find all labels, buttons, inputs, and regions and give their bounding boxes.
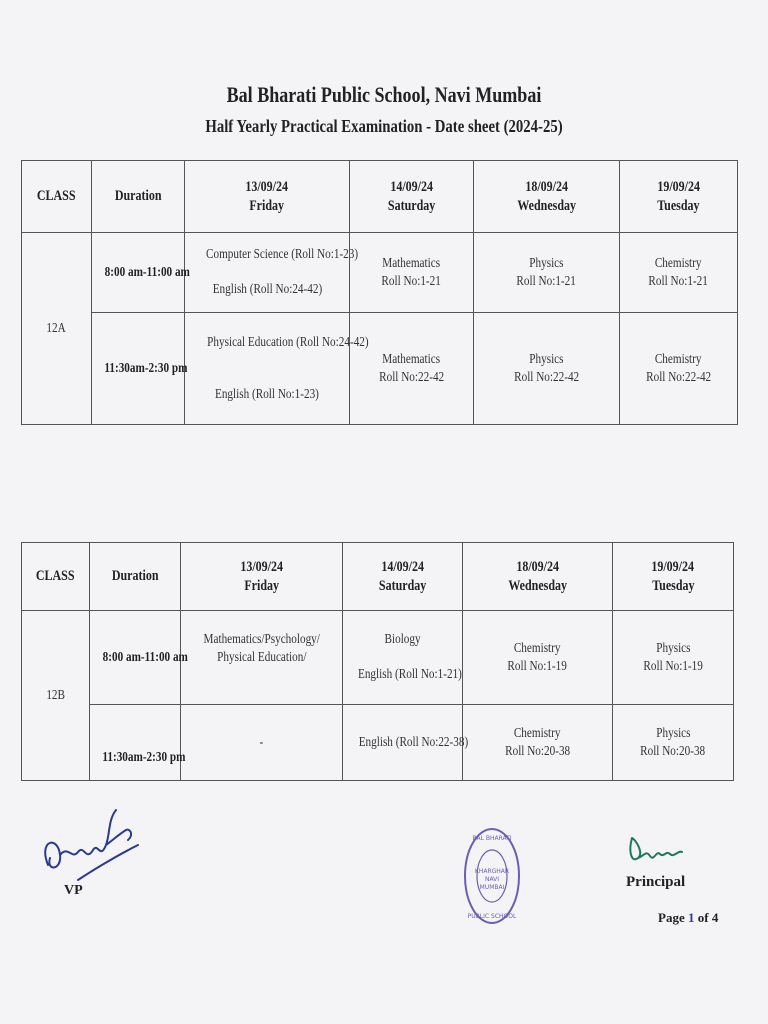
duration-cell: 11:30am-2:30 pm [90, 705, 181, 781]
date-header: 18/09/24 Wednesday [474, 161, 620, 233]
date-header: 19/09/24 Tuesday [613, 543, 734, 611]
date-header: 13/09/24 Friday [185, 161, 350, 233]
duration-header: Duration [92, 161, 185, 233]
date-header: 18/09/24 Wednesday [463, 543, 613, 611]
subject-cell: Physics Roll No:20-38 [613, 705, 734, 781]
exam-title: Half Yearly Practical Examination - Date sheet (2024-25) [205, 116, 563, 136]
class-header: CLASS [22, 161, 92, 233]
duration-cell: 8:00 am-11:00 am [92, 233, 185, 313]
table-row [22, 611, 734, 705]
datesheet-table-12a [21, 160, 738, 425]
vp-signature [38, 800, 148, 890]
date-header: 14/09/24 Saturday [350, 161, 474, 233]
subject-cell: Chemistry Roll No:22-42 [620, 313, 738, 425]
table-row [22, 233, 738, 313]
subject-cell: - [181, 705, 343, 781]
table-row [22, 705, 734, 781]
table-row [22, 313, 738, 425]
school-stamp-seal [462, 826, 522, 926]
school-title: Bal Bharati Public School, Navi Mumbai [226, 82, 542, 107]
class-header: CLASS [22, 543, 90, 611]
class-cell: 12B [22, 611, 90, 781]
subject-cell: Physics Roll No:22-42 [474, 313, 620, 425]
subject-cell: English (Roll No:22-38) [343, 705, 463, 781]
table-header-row [22, 543, 734, 611]
class-cell: 12A [22, 233, 92, 425]
date-header: 14/09/24 Saturday [343, 543, 463, 611]
date-header: 13/09/24 Friday [181, 543, 343, 611]
svg-text:MUMBAI: MUMBAI [479, 884, 505, 891]
vp-label: VP [64, 883, 83, 898]
subject-cell: Chemistry Roll No:1-19 [463, 611, 613, 705]
svg-text:BAL BHARATI: BAL BHARATI [472, 835, 512, 842]
principal-signature [624, 828, 684, 868]
page-number: Page 1 of 4 [658, 910, 719, 925]
subject-cell: Physical Education (Roll No:24-42) English (Roll No:1-23) [185, 313, 350, 425]
duration-header: Duration [90, 543, 181, 611]
date-header: 19/09/24 Tuesday [620, 161, 738, 233]
subject-cell: Physics Roll No:1-19 [613, 611, 734, 705]
subject-cell: Physics Roll No:1-21 [474, 233, 620, 313]
subject-cell: Chemistry Roll No:1-21 [620, 233, 738, 313]
subject-cell: Chemistry Roll No:20-38 [463, 705, 613, 781]
principal-label: Principal [626, 874, 686, 890]
svg-text:KHARGHAR: KHARGHAR [474, 868, 510, 875]
svg-text:PUBLIC SCHOOL: PUBLIC SCHOOL [467, 913, 517, 920]
datesheet-table-12b [21, 542, 734, 781]
subject-cell: Computer Science (Roll No:1-23) English (Roll No:24-42) [185, 233, 350, 313]
subject-cell: Mathematics/Psychology/ Physical Education/ [181, 611, 343, 705]
table-header-row [22, 161, 738, 233]
subject-cell: Mathematics Roll No:22-42 [350, 313, 474, 425]
subject-cell: Mathematics Roll No:1-21 [350, 233, 474, 313]
subject-cell: Biology English (Roll No:1-21) [343, 611, 463, 705]
svg-text:NAVI: NAVI [484, 876, 500, 883]
duration-cell: 11:30am-2:30 pm [92, 313, 185, 425]
duration-cell: 8:00 am-11:00 am [90, 611, 181, 705]
